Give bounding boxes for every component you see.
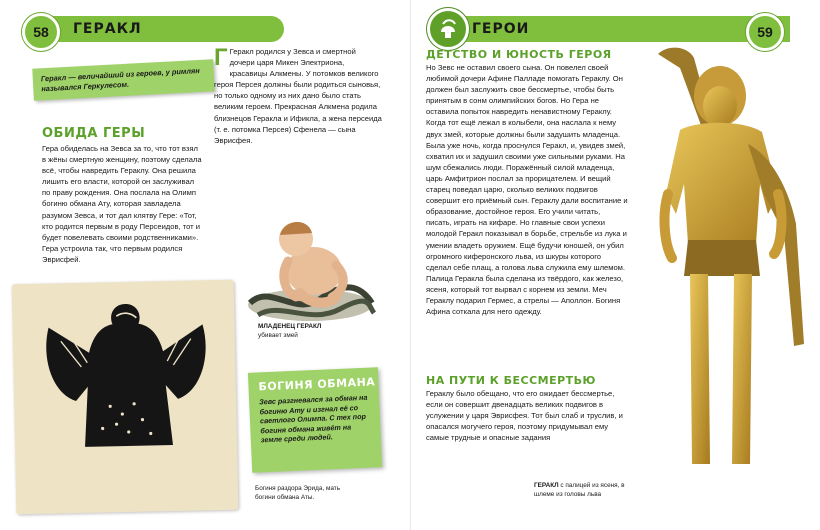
- helmet-icon: [427, 8, 469, 50]
- hercules-statue-illustration: [628, 44, 808, 484]
- hercules-note: Геракл — величайший из героев, у римлян назывался Геркулесом.: [32, 59, 214, 100]
- right-page-title: ГЕРОИ: [472, 21, 530, 37]
- eris-vase-figure: [30, 294, 223, 463]
- parchment-panel: [12, 280, 239, 515]
- baby-hercules-image: [240, 205, 380, 330]
- section-immortality-text: Гераклу было обещано, что его ожидает бессмертье, если он совершит двенадцать великих подвигов в услужении у царя Эврисфея. Тот был слаб и труслив, и опасался могучего героя, поэтому придумывал ему самые трудные и опасные задания: [426, 389, 623, 443]
- left-page-title: ГЕРАКЛ: [73, 21, 142, 37]
- eris-caption: Богиня раздора Эрида, мать богини обмана Аты.: [255, 485, 341, 501]
- baby-hercules-caption: [258, 323, 368, 340]
- helmet-icon-graphic: [437, 18, 459, 40]
- hercules-statue-caption: [534, 482, 644, 499]
- hercules-statue-caption-text: с палицей из ясеня, в шлеме из головы льва: [534, 482, 625, 498]
- left-page-number: 58: [22, 13, 60, 51]
- section-immortality-heading: НА ПУТИ К БЕССМЕРТЬЮ: [426, 374, 596, 387]
- deception-goddess-heading: БОГИНЯ ОБМАНА: [258, 375, 376, 394]
- hercules-statue-caption-title: ГЕРАКЛ: [534, 482, 559, 489]
- deception-goddess-text: Зевс разгневался за обман на богиню Ату и изгнал её со светлого Олимпа. С тех пор богиня обмана живёт на земле среди людей.: [258, 392, 368, 445]
- spine-divider: [410, 0, 411, 530]
- baby-hercules-illustration: [240, 205, 380, 330]
- hercules-birth-body: Геракл родился у Зевса и смертной дочери царя Микен Электриона, красавицы Алкмены. У потомков великого героя Персея должны были родиться сыновья, но только одному из них дано было стать великим героем. Прекрасная Алкмена родила близнецов Геракла и Ификла, а жена персеида (т. е. потомка Персея) Сфенела — сына Эврисфея.: [214, 47, 382, 145]
- deception-goddess-box: [248, 367, 382, 473]
- right-page-number: 59: [746, 13, 784, 51]
- section-hera-offense-text: Гера обиделась на Зевса за то, что тот взял в жёны смертную женщину, поэтому сделала всё, чтобы навредить Гераклу. Она решила лишить его власти, которой он заслуживал по праву рождения. Она послала на Олимп богиню обмана Ату, которая завладела разумом Зевса, и тот дал клятву Гере: «Тот, кто родится первым в роду Персеидов, тот и будет повелевать своими родственниками». Гера устроила так, что первым родился Эврисфей.: [42, 144, 202, 264]
- hercules-birth-text: [214, 46, 382, 146]
- section-childhood-heading: ДЕТСТВО И ЮНОСТЬ ГЕРОЯ: [426, 48, 612, 61]
- section-hera-offense-heading: ОБИДА ГЕРЫ: [42, 126, 146, 141]
- baby-hercules-caption-title: МЛАДЕНЕЦ ГЕРАКЛ: [258, 323, 322, 330]
- baby-hercules-caption-text: убивает змей: [258, 331, 298, 339]
- drop-cap: Г: [214, 44, 228, 71]
- hercules-statue-image: [628, 44, 808, 484]
- section-childhood-text: Но Зевс не оставил своего сына. Он повелел своей любимой дочери Афине Палладе помогать Гераклу. Он должен был заслужить свое бессмертье, чтобы быть принятым в сонм олимпийских богов. Но Гера не оставила попыток навредить ненавистному Гераклу. Когда тот ещё лежал в колыбели, она наслала к нему двух змей, которые должны были задушить младенца. Была уже ночь, когда проснулся Геракл, и, увидев змей, схватил их и задушил своими уже сильными руками. На шум сбежались люди. Поражённый силой младенца, царь Амфитрион послал за прорицателем. И вещий старец поведал царю, сколько великих подвигов совершит его приёмный сын. Гераклу дали воспитание и образование, достойное героя. Его учили читать, писать, играть на кифаре. Но главные свои успехи молодой Геракл показывал в борьбе, стрельбе из лука и умении владеть оружием. Ещё будучи юношей, он убил огромного киферонского льва, из шкуры которого сделал себе плащ, а голова льва служила ему шлемом. Палица Геракла была сделана из твёрдого, как железо, ясеня, который тот вырвал с корнем из земли. Меч Гераклу подарил Гермес, а стрелы — Аполлон. Богиня Афина соткала для него одежду.: [426, 63, 628, 317]
